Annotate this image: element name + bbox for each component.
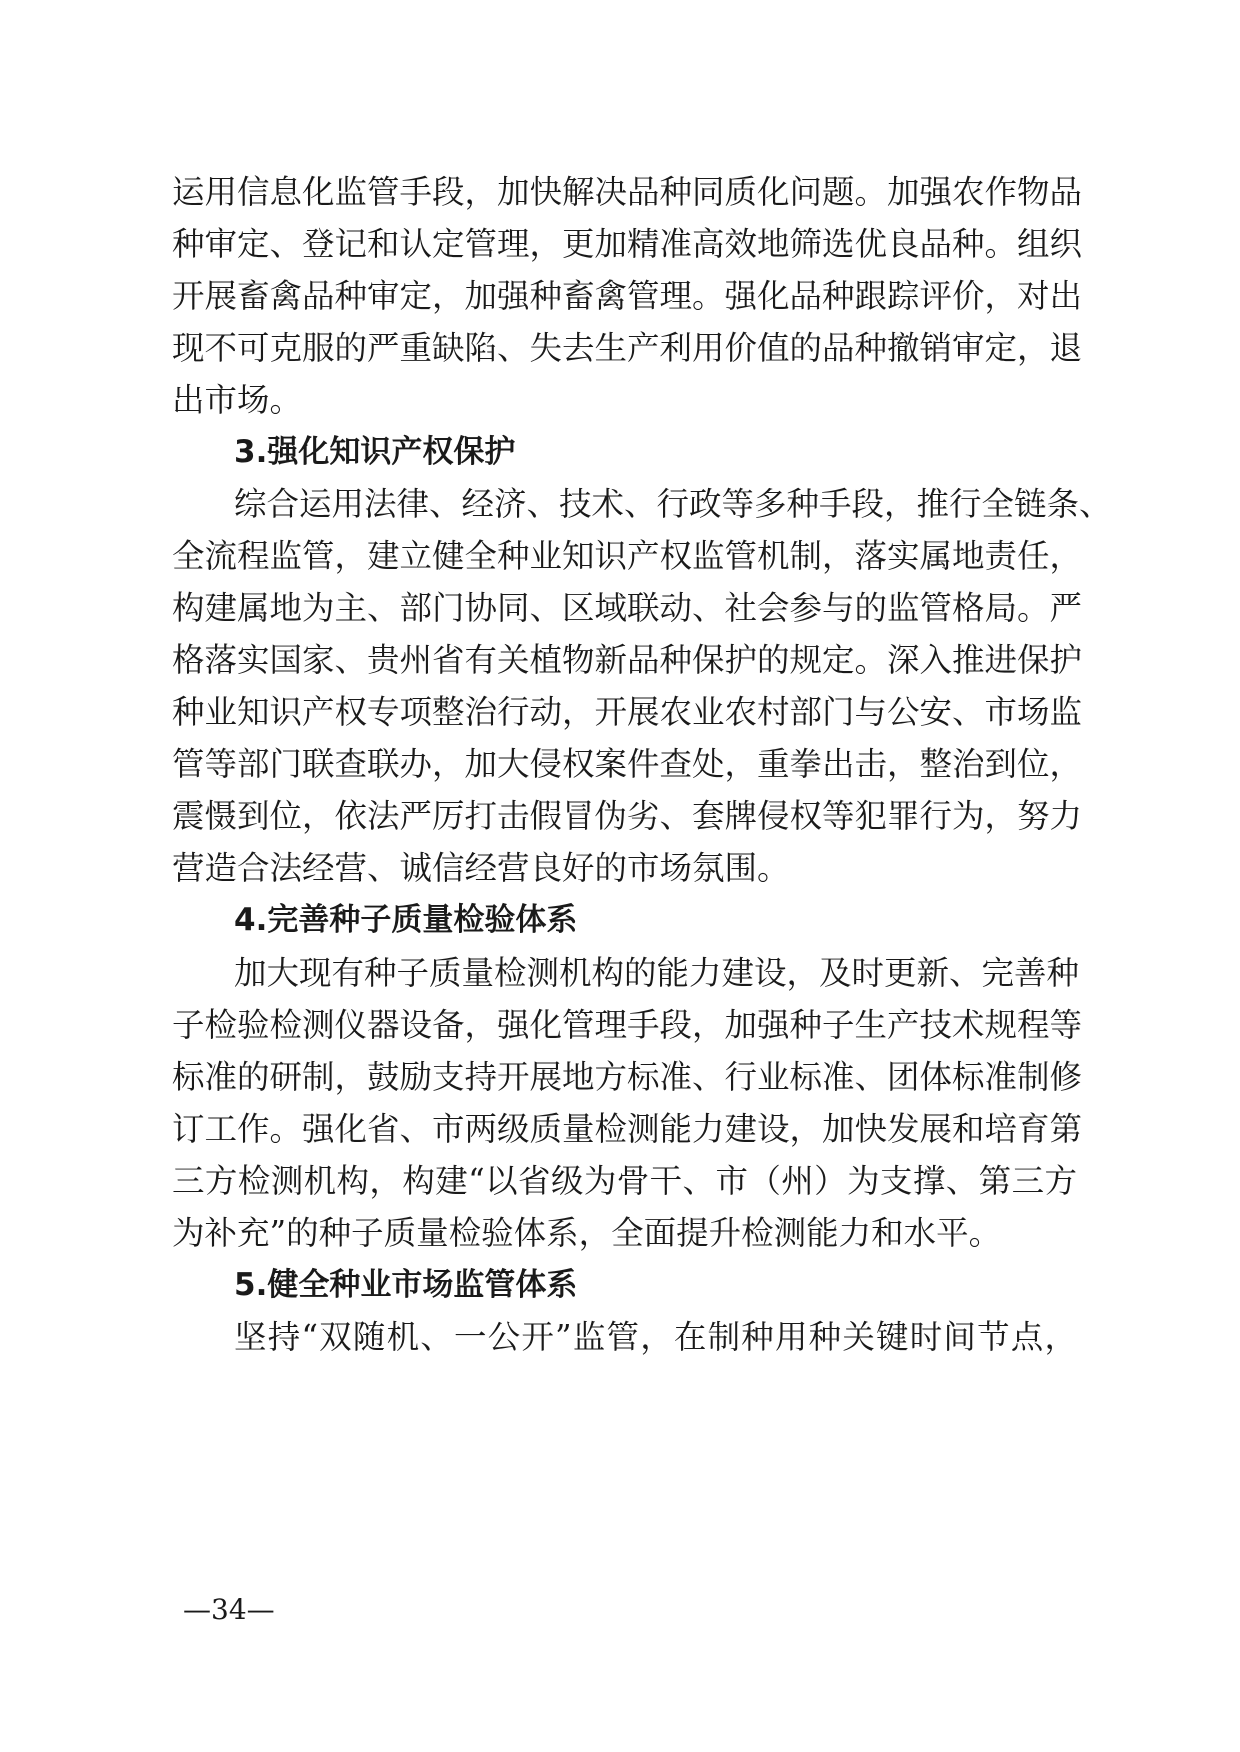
- section-heading-3: 3.强化知识产权保护: [234, 434, 516, 470]
- paragraph-line: 综合运用法律、经济、技术、行政等多种手段，推行全链条、: [234, 485, 1112, 523]
- paragraph-line: 运用信息化监管手段，加快解决品种同质化问题。加强农作物品: [172, 173, 1083, 211]
- paragraph-line: 三方检测机构，构建“以省级为骨干、市（州）为支撑、第三方: [172, 1162, 1077, 1200]
- paragraph-line: 出市场。: [172, 381, 303, 419]
- paragraph-line: 构建属地为主、部门协同、区域联动、社会参与的监管格局。严: [172, 589, 1083, 627]
- paragraph-line: 管等部门联查联办，加大侵权案件查处，重拳出击，整治到位，: [172, 745, 1083, 783]
- paragraph-line: 标准的研制，鼓励支持开展地方标准、行业标准、团体标准制修: [172, 1058, 1083, 1096]
- paragraph-line: 加大现有种子质量检测机构的能力建设，及时更新、完善种: [234, 954, 1080, 992]
- section-heading-4: 4.完善种子质量检验体系: [234, 902, 578, 938]
- paragraph-line: 子检验检测仪器设备，强化管理手段，加强种子生产技术规程等: [172, 1006, 1083, 1044]
- paragraph-line: 为补充”的种子质量检验体系，全面提升检测能力和水平。: [172, 1214, 1002, 1252]
- paragraph-line: 种业知识产权专项整治行动，开展农业农村部门与公安、市场监: [172, 693, 1083, 731]
- paragraph-line: 开展畜禽品种审定，加强种畜禽管理。强化品种跟踪评价，对出: [172, 277, 1083, 315]
- paragraph-line: 坚持“双随机、一公开”监管，在制种用种关键时间节点，: [234, 1318, 1077, 1356]
- paragraph-line: 格落实国家、贵州省有关植物新品种保护的规定。深入推进保护: [172, 641, 1083, 679]
- paragraph-line: 震慑到位，依法严厉打击假冒伪劣、套牌侵权等犯罪行为，努力: [172, 797, 1083, 835]
- section-heading-5: 5.健全种业市场监管体系: [234, 1267, 578, 1303]
- page-number: —34—: [183, 1593, 275, 1626]
- paragraph-line: 种审定、登记和认定管理，更加精准高效地筛选优良品种。组织: [172, 225, 1083, 263]
- paragraph-line: 现不可克服的严重缺陷、失去生产利用价值的品种撤销审定，退: [172, 329, 1083, 367]
- paragraph-line: 全流程监管，建立健全种业知识产权监管机制，落实属地责任，: [172, 537, 1083, 575]
- paragraph-line: 订工作。强化省、市两级质量检测能力建设，加快发展和培育第: [172, 1110, 1083, 1148]
- paragraph-line: 营造合法经营、诚信经营良好的市场氛围。: [172, 849, 790, 887]
